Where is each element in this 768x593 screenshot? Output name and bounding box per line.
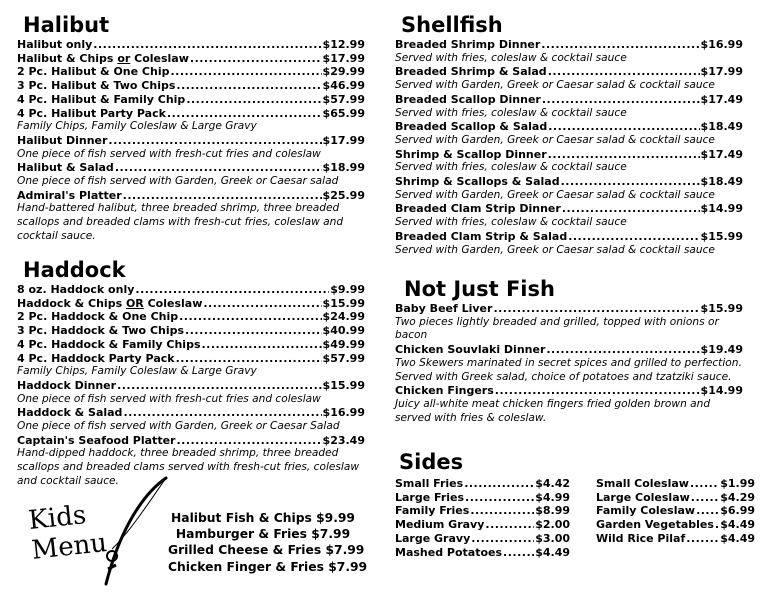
menu-item-name-part: OR (125, 296, 144, 310)
dot-leader (561, 175, 700, 189)
menu-item-name: 4 Pc. Haddock Party Pack (17, 351, 175, 365)
menu-item-price: $46.99 (322, 79, 365, 93)
menu-item-row (17, 324, 365, 338)
menu-item-row (17, 189, 365, 203)
dot-leader (686, 532, 719, 546)
menu-item-row (17, 93, 365, 107)
menu-item-price: $65.99 (322, 106, 365, 120)
menu-item-name: 2 Pc. Haddock & One Chip (17, 310, 179, 324)
dot-leader (541, 38, 699, 52)
halibut-section (17, 12, 365, 244)
menu-item-name: Shrimp & Scallops & Salad (395, 175, 560, 189)
menu-item-description: One piece of fish served with Garden, Greek or Caesar Salad (17, 420, 340, 433)
dot-leader (186, 93, 321, 107)
menu-item-description: Served with Garden, Greek or Caesar salad & cocktail sauce (395, 79, 715, 92)
dot-leader (167, 107, 322, 121)
menu-item-price: $16.99 (322, 406, 365, 420)
dot-leader (690, 477, 719, 491)
menu-item-name: Baby Beef Liver (395, 302, 493, 315)
sides-section (395, 449, 755, 559)
dot-leader (117, 379, 321, 393)
menu-item-row (17, 434, 365, 448)
dot-leader (465, 491, 534, 505)
menu-item-description: Served with fries, coleslaw & cocktail sauce (395, 161, 627, 174)
menu-item-name: Large Gravy (395, 531, 471, 545)
menu-item-name: 3 Pc. Halibut & Two Chips (17, 79, 176, 93)
dot-leader (548, 148, 700, 162)
menu-item-price: $14.99 (700, 202, 743, 216)
not-just-fish-section (395, 276, 743, 425)
menu-item-name-part: Haddock & Chips (17, 296, 126, 310)
menu-item-name: Large Coleslaw (596, 490, 690, 504)
menu-item-name-part: Halibut & Chips (17, 51, 118, 65)
menu-item-name: 4 Pc. Haddock & Family Chips (17, 337, 201, 351)
menu-item-price: $8.99 (535, 504, 570, 518)
menu-item-price: $24.99 (322, 310, 365, 324)
menu-item-row (17, 161, 365, 175)
menu-item-row (395, 504, 570, 518)
not-just-fish-list (395, 302, 743, 425)
menu-item-price: $19.49 (700, 343, 743, 357)
menu-item-price: $18.49 (700, 175, 743, 189)
menu-item-name: Halibut & Salad (17, 161, 114, 175)
menu-item-row (17, 52, 365, 66)
menu-item-description: One piece of fish served with Garden, Greek or Caesar salad (17, 175, 339, 188)
dot-leader (190, 52, 322, 66)
menu-item-description: Served with fries, coleslaw & cocktail sauce (395, 106, 627, 119)
menu-item-price: $9.99 (330, 283, 365, 296)
menu-item-price: $57.99 (322, 92, 365, 106)
dot-leader (562, 202, 700, 216)
menu-item-row (17, 283, 365, 297)
dot-leader (493, 302, 699, 316)
menu-item-description: Served with fries, coleslaw & cocktail sauce (395, 216, 627, 229)
menu-item-price: $4.49 (720, 531, 755, 545)
menu-item-description: Two pieces lightly breaded and grilled, topped with onions or bacon (395, 315, 719, 342)
menu-item-name: Mashed Potatoes (395, 545, 503, 559)
kids-menu-items (168, 510, 368, 575)
menu-item-row (596, 504, 755, 518)
menu-item-name: Breaded Shrimp Dinner (395, 38, 541, 51)
dot-leader (185, 324, 322, 338)
menu-item-name-part: or (117, 51, 131, 65)
halibut-heading: Halibut (23, 13, 110, 37)
dot-leader (176, 352, 322, 366)
menu-item-name: Haddock & Salad (17, 406, 123, 420)
menu-item-price: $17.49 (700, 147, 743, 161)
menu-item-description: Juicy all-white meat chicken fingers fried golden brown and served with fries & coleslaw. (395, 397, 711, 424)
menu-item-description: One piece of fish served with fresh-cut fries and coleslaw (17, 392, 321, 405)
menu-item-row (395, 477, 570, 491)
menu-item-price: $29.99 (322, 65, 365, 79)
menu-item-row (17, 406, 365, 420)
menu-item-price: $15.99 (700, 229, 743, 243)
dot-leader (696, 504, 719, 518)
menu-item-price: $18.49 (700, 120, 743, 134)
menu-item-name: Breaded Scallop & Salad (395, 120, 548, 134)
menu-item-row (395, 302, 743, 316)
menu-item-name: 4 Pc. Halibut & Family Chip (17, 92, 186, 106)
kids-item: Grilled Cheese & Fries $7.99 (168, 543, 365, 558)
menu-item-name: Garden Vegetables (596, 518, 714, 532)
dot-leader (548, 65, 700, 79)
menu-item-row (17, 310, 365, 324)
menu-item-price: $16.99 (700, 38, 743, 51)
menu-item-name (17, 297, 202, 311)
halibut-list (17, 38, 365, 244)
menu-item-description: Hand-dipped haddock, three breaded shrimp, three breaded scallops and breaded clams served with fresh-cut fries, coleslaw and cocktail sauce. (17, 447, 360, 487)
menu-item-price: $12.99 (322, 38, 365, 51)
menu-item-price: $40.99 (322, 324, 365, 338)
menu-item-price: $57.99 (322, 351, 365, 365)
menu-item-row (395, 65, 743, 79)
menu-item-name: Breaded Clam Strip & Salad (395, 229, 568, 243)
menu-item-description: Served with Garden, Greek or Caesar salad & cocktail sauce (395, 243, 715, 256)
menu-item-row (596, 477, 755, 491)
menu-item-price: $4.49 (720, 518, 755, 532)
menu-item-row (395, 175, 743, 189)
menu-item-name: Shrimp & Scallop Dinner (395, 147, 547, 161)
menu-item-row (17, 297, 365, 311)
menu-item-name (17, 52, 189, 66)
shellfish-section (395, 12, 743, 257)
menu-item-name: Family Coleslaw (596, 504, 696, 518)
kids-title-line1: Kids (27, 500, 88, 536)
menu-item-name: Chicken Souvlaki Dinner (395, 343, 546, 357)
menu-item-name: Breaded Scallop Dinner (395, 92, 541, 106)
dot-leader (470, 504, 534, 518)
menu-item-description: Two Skewers marinated in secret spices and grilled to perfection. Served with Greek salad, choice of potatoes and tzatziki sauce. (395, 356, 742, 383)
menu-item-name: 3 Pc. Haddock & Two Chips (17, 324, 185, 338)
menu-item-name-part: Coleslaw (143, 296, 203, 310)
dot-leader (176, 434, 321, 448)
dot-leader (170, 65, 321, 79)
menu-item-row (17, 134, 365, 148)
menu-item-price: $15.99 (700, 302, 743, 315)
menu-item-name: Family Fries (395, 504, 470, 518)
dot-leader (115, 161, 322, 175)
menu-item-row (17, 79, 365, 93)
menu-item-price: $6.99 (720, 504, 755, 518)
menu-item-row (395, 230, 743, 244)
dot-leader (123, 189, 322, 203)
fishing-rod-icon (98, 474, 168, 589)
shellfish-list (395, 38, 743, 257)
menu-item-name: Admiral's Platter (17, 188, 122, 202)
menu-item-row (17, 352, 365, 366)
menu-item-name: Small Coleslaw (596, 477, 689, 490)
menu-item-row (395, 38, 743, 52)
menu-item-price: $15.99 (322, 296, 365, 310)
menu-item-name: Wild Rice Pilaf (596, 531, 686, 545)
sides-left-list (395, 477, 570, 559)
menu-item-name: Breaded Clam Strip Dinner (395, 202, 561, 216)
dot-leader (503, 546, 534, 560)
menu-item-name: Halibut only (17, 38, 93, 51)
dot-leader (93, 38, 321, 52)
menu-item-price: $23.49 (322, 433, 365, 447)
menu-item-row (395, 491, 570, 505)
dot-leader (123, 406, 321, 420)
dot-leader (179, 310, 321, 324)
menu-item-price: $4.49 (535, 545, 570, 559)
menu-item-row (17, 338, 365, 352)
kids-item: Chicken Finger & Fries $7.99 (168, 559, 368, 574)
menu-item-description: Family Chips, Family Coleslaw & Large Gravy (17, 120, 257, 133)
menu-item-row (17, 65, 365, 79)
menu-item-price: $17.49 (700, 92, 743, 106)
menu-item-price: $4.29 (720, 490, 755, 504)
not-just-fish-heading: Not Just Fish (404, 277, 555, 301)
dot-leader (203, 297, 321, 311)
dot-leader (485, 518, 534, 532)
menu-item-name: Haddock Dinner (17, 378, 117, 392)
menu-item-row (395, 93, 743, 107)
menu-item-row (395, 202, 743, 216)
dot-leader (568, 230, 699, 244)
haddock-section (17, 257, 365, 489)
dot-leader (715, 518, 719, 532)
menu-item-row (395, 546, 570, 560)
sides-heading: Sides (399, 450, 464, 474)
menu-item-row (17, 107, 365, 121)
menu-item-description: Family Chips, Family Coleslaw & Large Gravy (17, 365, 257, 378)
menu-item-row (596, 532, 755, 546)
menu-item-name: 4 Pc. Halibut Party Pack (17, 106, 166, 120)
sides-right-list (596, 477, 755, 559)
menu-item-price: $4.99 (535, 490, 570, 504)
dot-leader (135, 283, 329, 297)
dot-leader (202, 338, 322, 352)
menu-item-description: One piece of fish served with fresh-cut fries and coleslaw (17, 147, 321, 160)
menu-item-name-part: Coleslaw (130, 51, 189, 65)
dot-leader (542, 93, 700, 107)
menu-item-row (395, 148, 743, 162)
shellfish-heading: Shellfish (401, 13, 503, 37)
kids-item: Hamburger & Fries $7.99 (175, 527, 351, 542)
dot-leader (108, 134, 321, 148)
menu-item-name: Chicken Fingers (395, 384, 494, 398)
menu-item-row (395, 120, 743, 134)
menu-item-row (395, 343, 743, 357)
menu-item-name: Large Fries (395, 490, 465, 504)
menu-item-description: Served with Garden, Greek or Caesar salad & cocktail sauce (395, 188, 715, 201)
menu-item-price: $3.00 (535, 531, 570, 545)
haddock-list (17, 283, 365, 489)
menu-item-name: Small Fries (395, 477, 464, 490)
menu-item-price: $25.99 (322, 188, 365, 202)
menu-item-description: Served with Garden, Greek or Caesar salad & cocktail sauce (395, 133, 715, 146)
menu-item-row (17, 379, 365, 393)
menu-item-price: $14.99 (700, 384, 743, 398)
menu-item-price: $4.42 (535, 477, 570, 490)
menu-item-row (596, 518, 755, 532)
menu-item-row (596, 491, 755, 505)
dot-leader (548, 120, 699, 134)
menu-item-price: $17.99 (700, 65, 743, 79)
dot-leader (546, 343, 699, 357)
menu-item-price: $18.99 (322, 161, 365, 175)
menu-item-description: Served with fries, coleslaw & cocktail sauce (395, 51, 627, 64)
menu-item-name: Captain's Seafood Platter (17, 433, 176, 447)
menu-item-row (395, 518, 570, 532)
menu-item-row (395, 384, 743, 398)
kids-menu-title (27, 498, 108, 566)
menu-item-name: 2 Pc. Halibut & One Chip (17, 65, 170, 79)
menu-item-price: $1.99 (720, 477, 755, 490)
menu-item-name: Breaded Shrimp & Salad (395, 65, 547, 79)
dot-leader (464, 477, 534, 491)
dot-leader (471, 532, 534, 546)
dot-leader (495, 384, 700, 398)
dot-leader (691, 491, 719, 505)
menu-item-price: $17.99 (322, 133, 365, 147)
dot-leader (176, 79, 321, 93)
menu-item-price: $2.00 (535, 518, 570, 532)
menu-item-name: Halibut Dinner (17, 133, 108, 147)
kids-item: Halibut Fish & Chips $9.99 (170, 511, 355, 525)
menu-item-row (17, 38, 365, 52)
menu-item-price: $17.99 (322, 51, 365, 65)
menu-item-description: Hand-battered halibut, three breaded shrimp, three breaded scallops and breaded clams with fresh-cut fries, coleslaw and cocktail sauce. (17, 202, 344, 242)
menu-item-price: $15.99 (322, 378, 365, 392)
menu-item-price: $49.99 (322, 337, 365, 351)
menu-item-row (395, 532, 570, 546)
menu-item-name: Medium Gravy (395, 518, 485, 532)
kids-title-line2: Menu (30, 528, 109, 566)
haddock-heading: Haddock (23, 258, 126, 282)
menu-item-name: 8 oz. Haddock only (17, 283, 135, 296)
